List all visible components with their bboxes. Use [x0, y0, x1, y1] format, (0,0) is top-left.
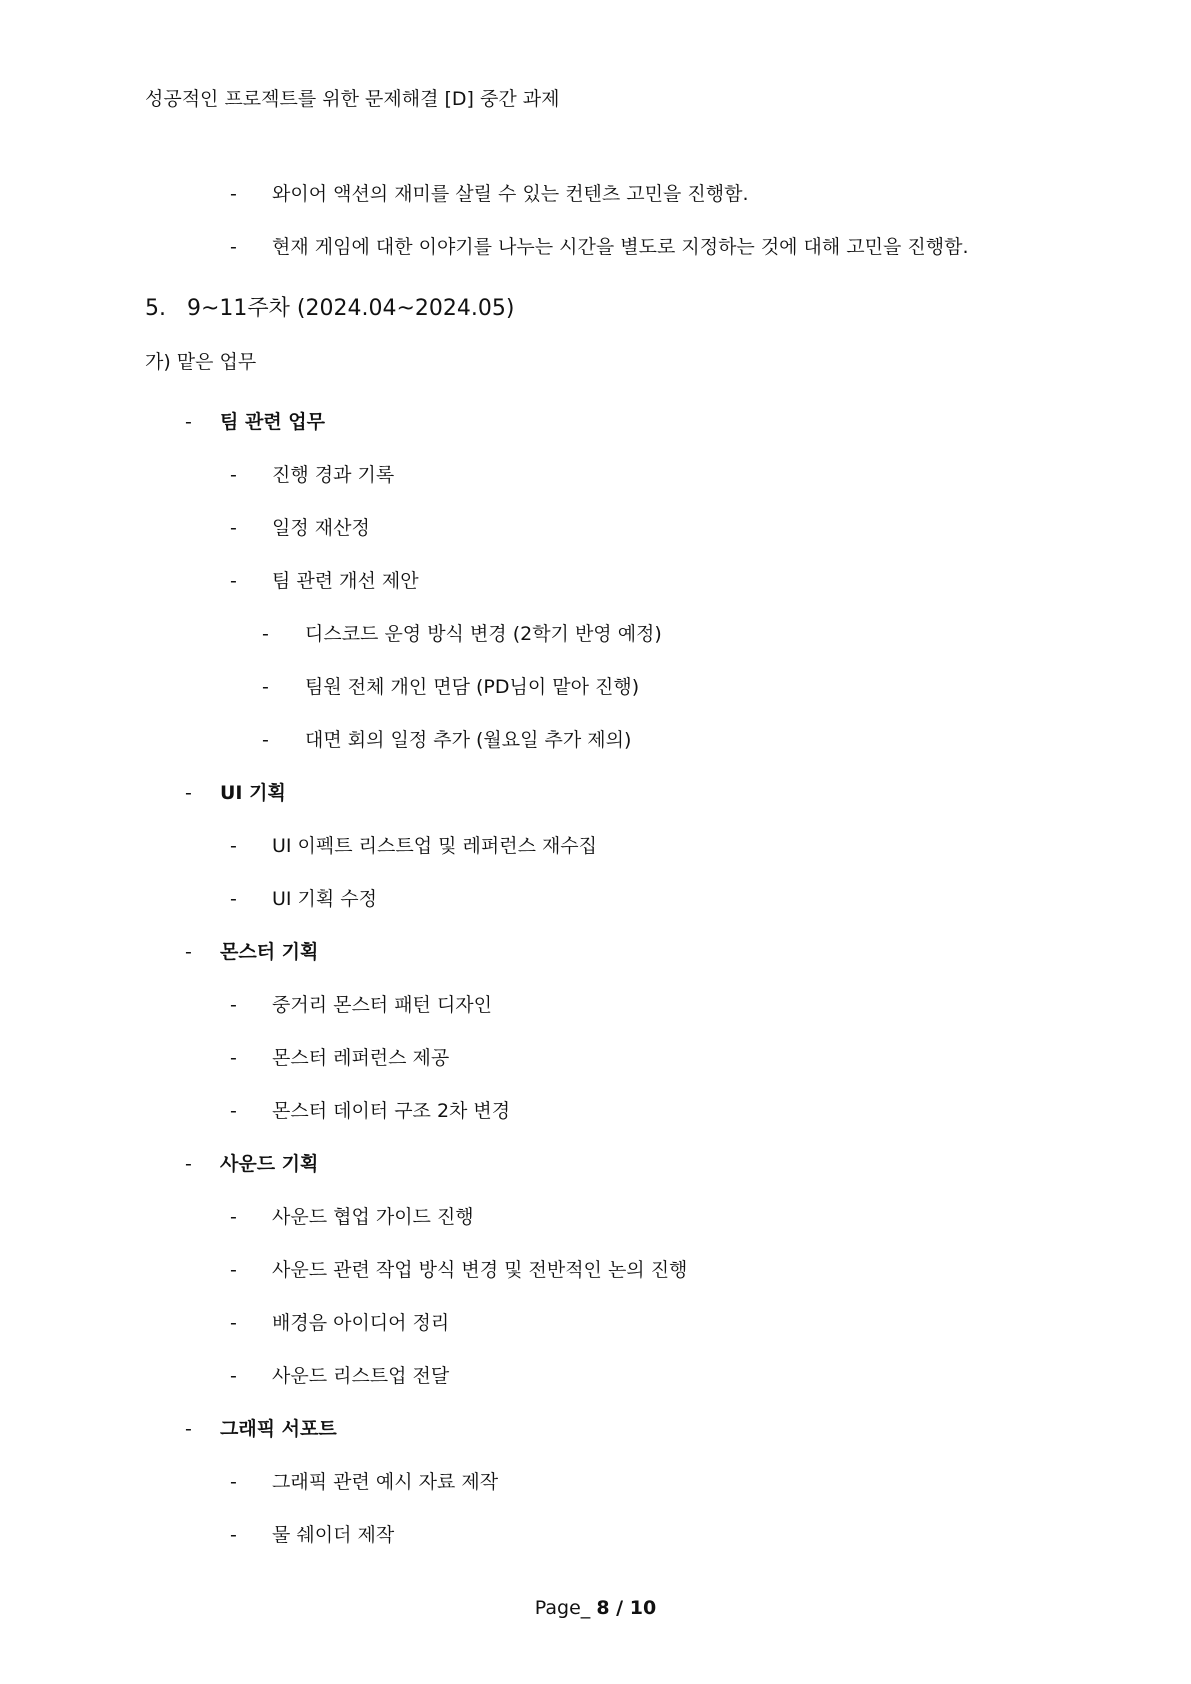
bullet-dash: - — [230, 994, 237, 1016]
section-number: 5. — [145, 296, 166, 321]
list-item: 중거리 몬스터 패턴 디자인 — [272, 994, 493, 1016]
sub-list-item: 팀원 전체 개인 면담 (PD님이 맡아 진행) — [305, 676, 640, 698]
bullet-dash: - — [262, 729, 269, 751]
list-item: 배경음 아이디어 정리 — [272, 1312, 450, 1334]
page-number: 8 / 10 — [596, 1597, 657, 1619]
section-title: 9~11주차 (2024.04~2024.05) — [187, 296, 515, 321]
list-item: 몬스터 레퍼런스 제공 — [272, 1047, 450, 1069]
bullet-dash: - — [230, 464, 237, 486]
bullet-dash: - — [230, 1524, 237, 1546]
bullet-dash: - — [230, 1471, 237, 1493]
bullet-dash: - — [230, 570, 237, 592]
bullet-dash: - — [262, 623, 269, 645]
list-item: 현재 게임에 대한 이야기를 나누는 시간을 별도로 지정하는 것에 대해 고민을 진행함. — [272, 236, 969, 258]
list-item: UI 이펙트 리스트업 및 레퍼런스 재수집 — [272, 835, 598, 857]
list-item: 와이어 액션의 재미를 살릴 수 있는 컨텐츠 고민을 진행함. — [272, 183, 749, 205]
group-title-team: 팀 관련 업무 — [220, 411, 325, 433]
list-item: 일정 재산정 — [272, 517, 370, 539]
list-item: 사운드 관련 작업 방식 변경 및 전반적인 논의 진행 — [272, 1259, 688, 1281]
page-label: Page_ — [534, 1597, 597, 1619]
bullet-dash: - — [185, 941, 192, 963]
bullet-dash: - — [230, 888, 237, 910]
page-footer — [0, 1596, 1191, 1620]
group-title-graphics: 그래픽 서포트 — [220, 1418, 337, 1440]
bullet-dash: - — [185, 1153, 192, 1175]
bullet-dash: - — [230, 183, 237, 205]
group-title-sound: 사운드 기획 — [220, 1153, 319, 1175]
bullet-dash: - — [230, 1047, 237, 1069]
bullet-dash: - — [230, 1365, 237, 1387]
sub-list-item: 디스코드 운영 방식 변경 (2학기 반영 예정) — [305, 623, 662, 645]
list-item: 팀 관련 개선 제안 — [272, 570, 419, 592]
list-item: UI 기획 수정 — [272, 888, 378, 910]
list-item: 물 쉐이더 제작 — [272, 1524, 395, 1546]
bullet-dash: - — [185, 1418, 192, 1440]
group-title-monster: 몬스터 기획 — [220, 941, 319, 963]
list-item: 진행 경과 기록 — [272, 464, 395, 486]
bullet-dash: - — [230, 236, 237, 258]
list-item: 사운드 협업 가이드 진행 — [272, 1206, 474, 1228]
bullet-dash: - — [230, 517, 237, 539]
bullet-dash: - — [230, 1206, 237, 1228]
list-item: 몬스터 데이터 구조 2차 변경 — [272, 1100, 511, 1122]
bullet-dash: - — [230, 835, 237, 857]
list-item: 그래픽 관련 예시 자료 제작 — [272, 1471, 499, 1493]
bullet-dash: - — [230, 1259, 237, 1281]
bullet-dash: - — [230, 1100, 237, 1122]
group-title-ui: UI 기획 — [220, 782, 286, 804]
list-item: 사운드 리스트업 전달 — [272, 1365, 450, 1387]
bullet-dash: - — [185, 411, 192, 433]
bullet-dash: - — [262, 676, 269, 698]
bullet-dash: - — [230, 1312, 237, 1334]
bullet-dash: - — [185, 782, 192, 804]
sub-list-item: 대면 회의 일정 추가 (월요일 추가 제의) — [305, 729, 632, 751]
subsection-heading: 가) 맡은 업무 — [145, 351, 257, 373]
document-header: 성공적인 프로젝트를 위한 문제해결 [D] 중간 과제 — [145, 88, 560, 110]
